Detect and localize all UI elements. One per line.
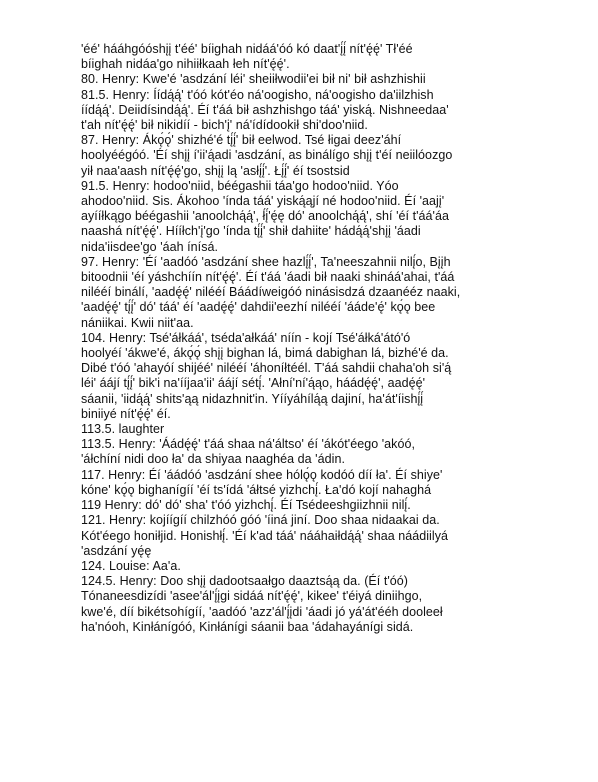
text-line: hoolyéégóó. 'Éí shįį í'ii'ą́adi 'asdzání, as binálígo shįį t'éí neiilóozgo [81, 148, 453, 163]
text-line: Dibé t'óó 'ahayóí shijéé' nilééí 'áhoníłtéél. T'áá sahdii chaha'oh si'ą́ [81, 361, 452, 376]
text-line: 117. Henry: Éí 'áádóó 'asdzání shee hólǫ́ǫ kodóó díí ła'. Éí shiye' [81, 467, 443, 482]
text-line: 'éé' hááhgóóshįį t'éé' bíighah nidáá'óó kó daat'į́į́ nít'ę́ę́' Tł'éé [81, 42, 413, 56]
text-line: 'aadę́ę́' tį́į́' dó' táá' éí 'aadę́ę́' dahdii'eezhí nilééí 'ááde'ę́' kǫ́ǫ bee [81, 300, 436, 315]
text-line: Kót'éego honiłjid. Honishłį́. 'Éí k'ad táá' nááhaiłdą́ą́' shaa náádiilyá [81, 528, 449, 543]
text-line: 113.5. laughter [81, 422, 165, 437]
text-line: 124.5. Henry: Doo shįį dadootsaałgo daaztsą́ą da. (Éí t'óó) [81, 574, 409, 589]
text-line: ayííłkągo béégashii 'anoolchą́ą́', ł́į́'ę́ę dó' anoolchą́ą́', shí 'éí t'áá'áa [81, 209, 449, 224]
text-line: bíighah nidáa'go nihiiłkaah łeh nít'ę́ę́'. [81, 57, 290, 72]
text-line: yił naa'aash nít'ę́ę́'go, shįį lą 'asłį́į́'. Łį́į́' éí tsostsid [81, 163, 350, 178]
text-line: 'asdzání yę́ę [81, 543, 152, 558]
text-line: 124. Louise: Aa'a. [81, 558, 181, 573]
text-line: sáanii, 'iidą́ą́' shits'ąą nidazhnit'in. Yííyáhílą́ą dajiní, ha'át'íishį́į́ [81, 391, 424, 406]
text-line: hoolyéí 'ákwe'é, ákǫ́ǫ́ shįį bighan lá, bimá dabighan lá, bizhé'é da. [81, 346, 449, 361]
text-line: 80. Henry: Kwe'é 'asdzání léi' sheiiłwodii'ei bił ni' bił ashzhishii [81, 72, 426, 87]
text-line: 121. Henry: kojíígíí chilzhóó góó 'íiná jiní. Doo shaa nidaakai da. [81, 513, 440, 528]
text-line: 81.5. Henry: Íídą́ą́' t'óó kót'éo ná'oogisho, ná'oogisho da'iilzhish [81, 87, 434, 102]
text-line: t'ah nít'ę́ę́' bił nikidíí - bich'į' ná'ídídookił shi'doo'niid. [81, 118, 368, 133]
text-line: biniiyé nít'ę́ę́' éí. [81, 406, 171, 421]
text-line: léi' áájí tį́į́' bik'i na'ííjaa'ii' áájí sétį́. 'Ałní'ní'ą́ąo, háádę́ę́', aadę́ę́' [81, 376, 426, 391]
text-line: ahodoo'niid. Sis. Ákohoo 'índa táá' yiską́ąjí né hodoo'niid. Éí 'aajį' [81, 194, 445, 209]
text-line: íídą́ą́'. Deiidísindą́ą́'. Éí t'áá bił ashzhishgo táá' yiską́. Nishneedaa' [81, 102, 449, 117]
text-line: nániikai. Kwii niit'aa. [81, 315, 194, 330]
text-line: naashá nít'ę́ę́'. Hííłch'į'go 'índa tį́į́' shił dahiite' hádą́ą́'shįį 'áadi [81, 224, 421, 239]
text-line: 113.5. Henry: 'Áádę́ę́' t'áá shaa ná'áltso' éí 'ákót'éego 'akóó, [81, 437, 415, 452]
text-line: 87. Henry: Ákǫ́ǫ́' shizhé'é tį́į́' bił eelwod. Tsé łigai deez'áhí [81, 133, 402, 148]
text-line: ha'nóoh, Kinłánígóó, Kinłánígi sáanii baa 'ádahayánígi sidá. [81, 619, 414, 634]
text-line: Tónaneesdizídi 'asee'ál'į́įgi sidáá nít'ę́ę́', kikee' t'éiyá diniihgo, [81, 589, 423, 604]
text-line: 104. Henry: Tsé'áłkáá', tséda'ałkáá' níín - kojí Tsé'áłká'átó'ó [81, 330, 411, 345]
text-line: 97. Henry: 'Éí 'aadóó 'asdzání shee hazlį́į́', Ta'neeszahnii nilį́o, Bįįh [81, 254, 451, 269]
text-line: 'áłchíní nidi doo ła' da shiyaa naaghéa da 'ádin. [81, 452, 345, 467]
text-line: kóne' kǫ́ǫ bighanígíí 'éí ts'ídá 'áłtsé yizhchį́. Ła'dó kojí nahaghá [81, 482, 432, 497]
text-line: 91.5. Henry: hodoo'niid, béégashii táa'go hodoo'niid. Yóo [81, 178, 399, 193]
transcript-page [81, 42, 581, 635]
text-line: 119 Henry: dó' dó' sha' t'óó yizhchį́. Éí Tsédeeshgiizhnii nilį́. [81, 498, 411, 513]
text-line: bitoodnii 'éí yáshchíín nít'ę́ę́'. Éí t'áá 'áadi bił naaki shináá'ahai, t'áá [81, 270, 455, 285]
text-line: nilééí binálí, 'aadę́ę́' nilééí Báádíweigóó ninásisdzá dzaanééz naaki, [81, 285, 461, 300]
text-line: kwe'é, díí bikétsohígíí, 'aadóó 'azz'ál'į́įdi 'áadi jó yá'át'ééh dooleeł [81, 604, 443, 619]
text-line: nida'iisdee'go 'áah ínísá. [81, 239, 219, 254]
